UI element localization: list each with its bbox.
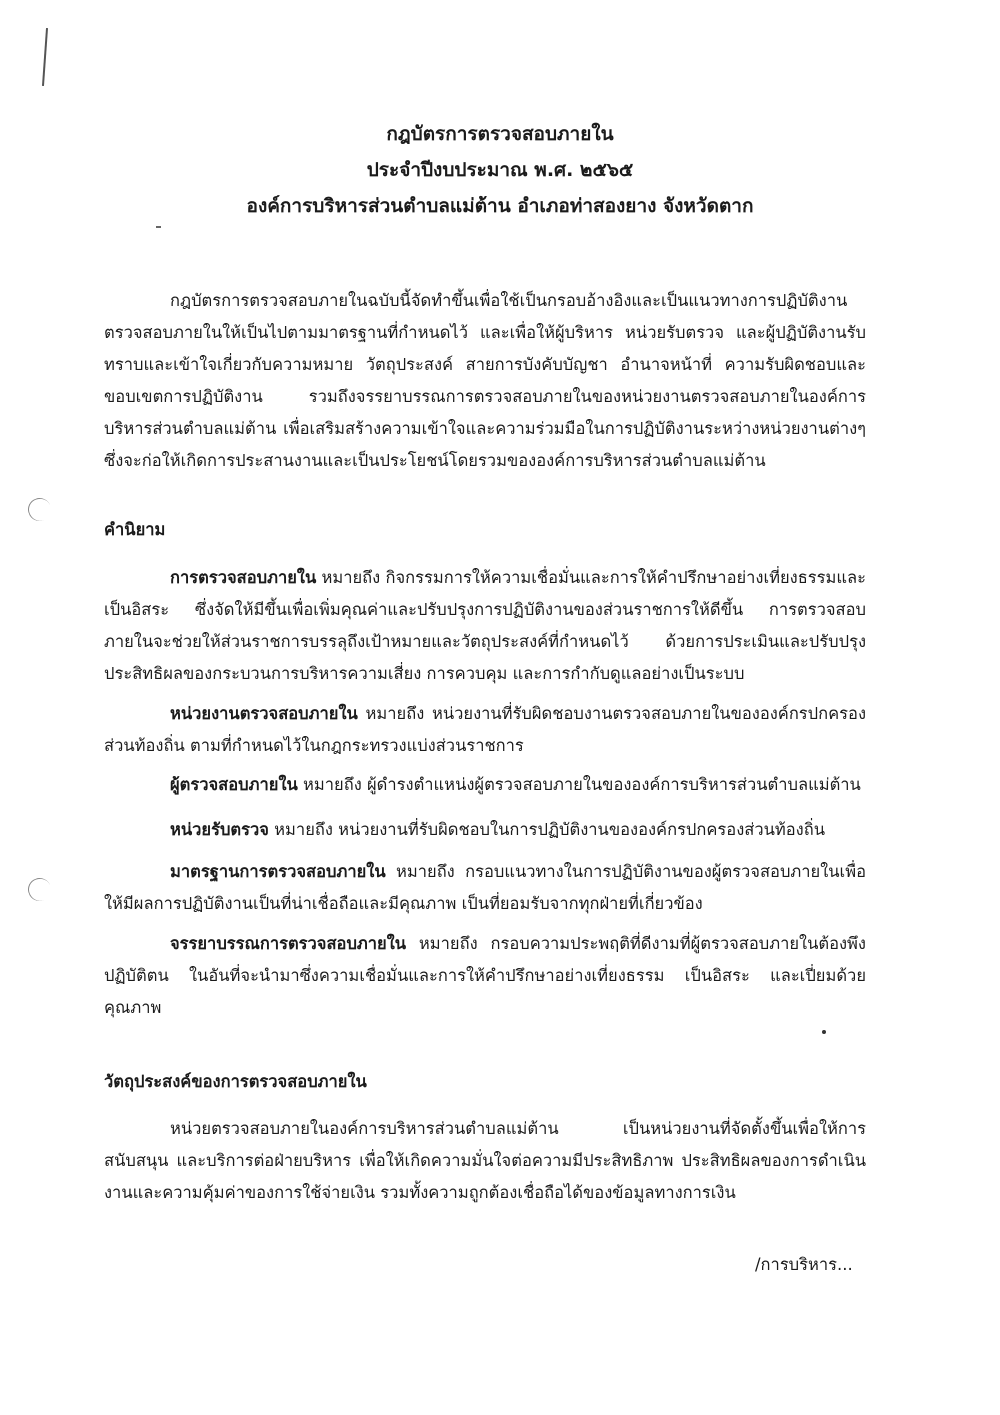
- document-subtitle-year: ประจำปีงบประมาณ พ.ศ. ๒๕๖๕: [366, 159, 634, 181]
- scan-speck: [822, 1030, 826, 1034]
- definition-paragraph: [104, 562, 866, 690]
- objective-heading: วัตถุประสงค์ของการตรวจสอบภายใน: [104, 1072, 367, 1091]
- definition-text: หมายถึง กรอบแนวทางในการปฏิบัติงานของผู้ตรวจสอบภายในเพื่อให้มีผลการปฏิบัติงานเป็นที่น่าเชื่อถือและมีคุณภาพ เป็นที่ยอมรับจากทุกฝ่ายที่เกี่ยวข้อง: [104, 862, 866, 913]
- definition-text: หมายถึง หน่วยงานที่รับผิดชอบงานตรวจสอบภายในขององค์กรปกครองส่วนท้องถิ่น ตามที่กำหนดไว้ในกฎกระทรวงแบ่งส่วนราชการ: [104, 704, 866, 755]
- definitions-heading: คำนิยาม: [104, 520, 166, 539]
- definition-paragraph: [104, 814, 866, 846]
- definition-term: หน่วยงานตรวจสอบภายใน: [170, 704, 358, 723]
- intro-paragraph: กฎบัตรการตรวจสอบภายในฉบับนี้จัดทำขึ้นเพื่อใช้เป็นกรอบอ้างอิงและเป็นแนวทางการปฏิบัติงานตรวจสอบภายในให้เป็นไปตามมาตรฐานที่กำหนดไว้ และเพื่อให้ผู้บริหาร หน่วยรับตรวจ และผู้ปฏิบัติงานรับทราบและเข้าใจเกี่ยวกับความหมาย วัตถุประสงค์ สายการบังคับบัญชา อำนาจหน้าที่ ความรับผิดชอบและขอบเขตการปฏิบัติงาน รวมถึงจรรยาบรรณการตรวจสอบภายในของหน่วยงานตรวจสอบภายในองค์การบริหารส่วนตำบลแม่ต้าน เพื่อเสริมสร้างความเข้าใจและความร่วมมือในการปฏิบัติงานระหว่างหน่วยงานต่างๆ ซึ่งจะก่อให้เกิดการประสานงานและเป็นประโยชน์โดยรวมขององค์การบริหารส่วนตำบลแม่ต้าน: [104, 291, 866, 470]
- definition-term: หน่วยรับตรวจ: [170, 820, 269, 839]
- definition-term: การตรวจสอบภายใน: [170, 568, 317, 587]
- punch-hole-mark: [25, 875, 54, 904]
- document-subtitle-organization: องค์การบริหารส่วนตำบลแม่ต้าน อำเภอท่าสองยาง จังหวัดตาก: [246, 195, 754, 217]
- definition-term: มาตรฐานการตรวจสอบภายใน: [170, 862, 386, 881]
- definition-text: หมายถึง กิจกรรมการให้ความเชื่อมั่นและการให้คำปรึกษาอย่างเที่ยงธรรมและเป็นอิสระ ซึ่งจัดให้มีขึ้นเพื่อเพิ่มคุณค่าและปรับปรุงการปฏิบัติงานของส่วนราชการให้ดีขึ้น การตรวจสอบภายในจะช่วยให้ส่วนราชการบรรลุถึงเป้าหมายและวัตถุประสงค์ที่กำหนดไว้ ด้วยการประเมินและปรับปรุงประสิทธิผลของกระบวนการบริหารความเสี่ยง การควบคุม และการกำกับดูแลอย่างเป็นระบบ: [104, 568, 866, 683]
- definition-term: ผู้ตรวจสอบภายใน: [170, 775, 298, 794]
- definition-paragraph: [104, 698, 866, 762]
- document-title: กฎบัตรการตรวจสอบภายใน: [386, 123, 614, 145]
- scan-speck: [156, 226, 161, 228]
- definition-paragraph: [104, 856, 866, 920]
- definition-paragraph: [104, 928, 866, 1024]
- continuation-marker: /การบริหาร...: [755, 1255, 853, 1274]
- punch-hole-mark: [25, 495, 54, 524]
- objective-paragraph: หน่วยตรวจสอบภายในองค์การบริหารส่วนตำบลแม่ต้าน เป็นหน่วยงานที่จัดตั้งขึ้นเพื่อให้การสนับสนุน และบริการต่อฝ่ายบริหาร เพื่อให้เกิดความมั่นใจต่อความมีประสิทธิภาพ ประสิทธิผลของการดำเนินงานและความคุ้มค่าของการใช้จ่ายเงิน รวมทั้งความถูกต้องเชื่อถือได้ของข้อมูลทางการเงิน: [104, 1119, 866, 1202]
- definition-text: หมายถึง ผู้ดำรงตำแหน่งผู้ตรวจสอบภายในขององค์การบริหารส่วนตำบลแม่ต้าน: [297, 775, 861, 794]
- definition-term: จรรยาบรรณการตรวจสอบภายใน: [170, 934, 407, 953]
- definition-text: หมายถึง กรอบความประพฤติที่ดีงามที่ผู้ตรวจสอบภายในต้องพึงปฏิบัติตน ในอันที่จะนำมาซึ่งความเชื่อมั่นและการให้คำปรึกษาอย่างเที่ยงธรรม เป็นอิสระ และเปี่ยมด้วยคุณภาพ: [104, 934, 866, 1017]
- definition-text: หมายถึง หน่วยงานที่รับผิดชอบในการปฏิบัติงานขององค์กรปกครองส่วนท้องถิ่น: [268, 820, 825, 839]
- definition-paragraph: [104, 769, 866, 801]
- pen-mark: [42, 28, 48, 86]
